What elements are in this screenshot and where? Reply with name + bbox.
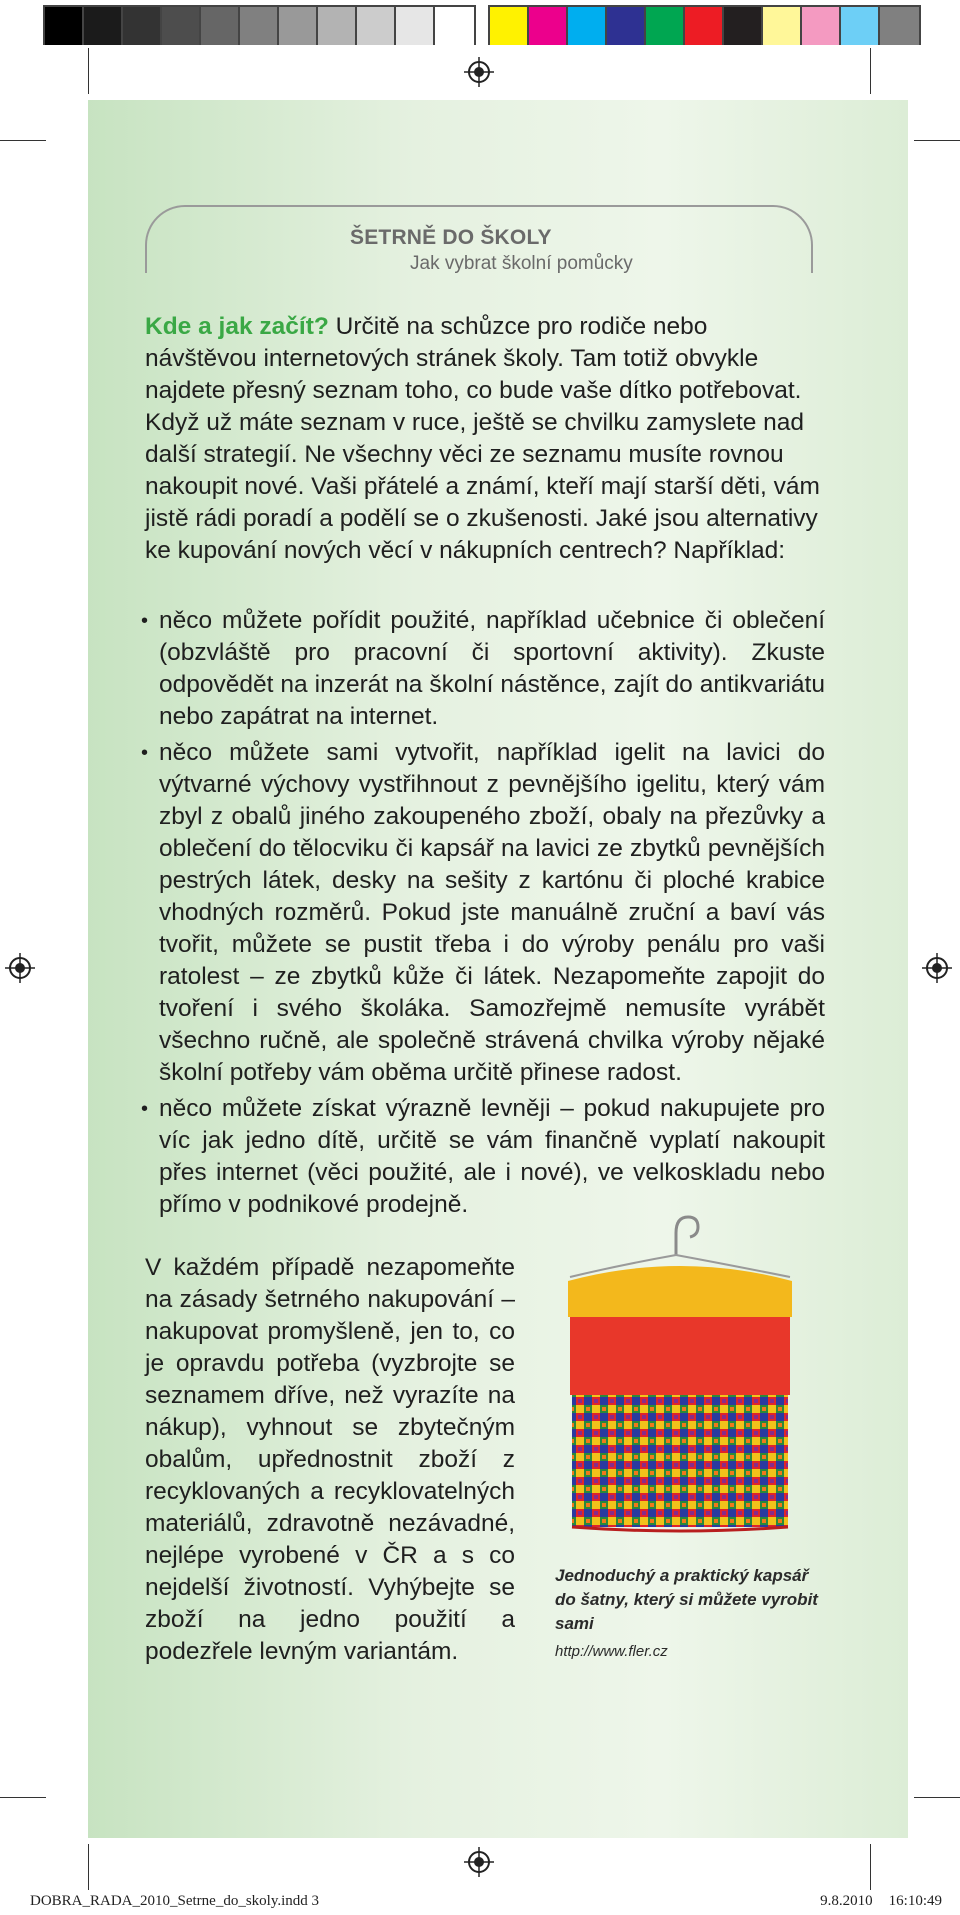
intro-body: Určitě na schůzce pro rodiče nebo návštěvou internetových stránek školy. Tam totiž obvykle najdete přesný seznam toho, co bude vaše dítko potřebovat. Když už máte seznam v ruce, ještě se chvilku zamyslete nad další strategií. Ne všechny věci ze seznamu musíte rovnou nakoupit nové. Vaši přátelé a známí, kteří mají starší děti, vám jistě rádi poradí a podělí se o zkušenosti. Jaké jsou alternativy ke kupování nových věcí v nákupních centrech? Například: — [145, 313, 820, 564]
color-swatch — [880, 7, 919, 45]
list-item: • něco můžete získat výrazně levněji – pokud nakupujete pro víc jak jedno dítě, určitě se vám finančně vyplatí nakoupit přes internet (věci použité, ale i nové), ve velkoskladu nebo přímo v podnikové prodejně. — [145, 1093, 825, 1221]
closing-paragraph: V každém případě nezapomeňte na zásady šetrného nakupování – nakupovat promyšleně, jen to, co je opravdu potřeba (vyzbrojte se seznamem dříve, než vyrazíte na nákup), vyhnout se zbytečným obalům, upřednostnit zboží z recyklovaných a recyklovatelných materiálů, zdravotně nezávadné, nejlépe vyrobené v ČR a s co nejdelší životností. Vyhýbejte se zboží na jedno použití a podezřele levným variantám. — [145, 1254, 515, 1665]
color-swatch — [123, 7, 162, 45]
page-title: ŠETRNĚ DO ŠKOLY — [350, 226, 552, 249]
pocket-organizer-image — [560, 1205, 800, 1545]
color-swatch — [201, 7, 240, 45]
color-swatch — [45, 7, 84, 45]
slug-date: 9.8.2010 — [820, 1893, 873, 1909]
registration-mark-icon — [464, 1847, 494, 1877]
color-swatch — [435, 7, 474, 45]
color-swatch — [357, 7, 396, 45]
crop-mark — [88, 1844, 89, 1890]
crop-mark — [914, 140, 960, 141]
file-name-slug: DOBRA_RADA_2010_Setrne_do_skoly.indd 3 — [30, 1893, 320, 1909]
color-swatch — [240, 7, 279, 45]
color-calibration-bar — [43, 5, 921, 45]
crop-mark — [870, 48, 871, 94]
crop-mark — [914, 1797, 960, 1798]
registration-mark-icon — [5, 953, 35, 983]
color-swatches — [488, 5, 921, 45]
registration-mark-icon — [922, 953, 952, 983]
crop-mark — [88, 48, 89, 94]
color-swatch — [802, 7, 841, 45]
tips-list — [145, 605, 825, 1225]
color-swatch — [162, 7, 201, 45]
color-swatch — [763, 7, 802, 45]
registration-mark-icon — [464, 57, 494, 87]
color-swatch — [568, 7, 607, 45]
intro-lead: Kde a jak začít? — [145, 313, 329, 340]
color-swatch — [685, 7, 724, 45]
color-swatch — [724, 7, 763, 45]
list-item: • něco můžete sami vytvořit, například igelit na lavici do výtvarné výchovy vystřihnout z pevnějšího igelitu, který vám zbyl z obalů jiného zakoupeného zboží, obaly na přezůvky a oblečení do tělocviku či kapsář na lavici ze zbytků pevnějších pestrých látek, desky na sešity z kartónu či ploché krabice vhodných rozměrů. Pokud jste manuálně zruční a baví vás tvořit, můžete se pustit třeba i do výroby penálu pro vaši ratolest – ze zbytků kůže či látek. Nezapomeňte zapojit do tvoření i svého školáka. Samozřejmě nemusíte vyrábět všechno ručně, ale společně strávená chvilka výroby nějaké školní potřeby vám oběma určitě přinese radost. — [145, 737, 825, 1089]
image-caption: Jednoduchý a praktický kapsář do šatny, který si můžete vyrobit sami — [555, 1566, 818, 1633]
intro-paragraph — [145, 311, 825, 567]
color-swatch — [490, 7, 529, 45]
timestamp-slug — [820, 1893, 942, 1910]
color-swatch — [396, 7, 435, 45]
slug-time: 16:10:49 — [888, 1893, 942, 1909]
color-swatch — [529, 7, 568, 45]
crop-mark — [870, 1844, 871, 1890]
color-swatch — [607, 7, 646, 45]
page-subtitle: Jak vybrat školní pomůcky — [410, 253, 633, 274]
color-swatch — [279, 7, 318, 45]
crop-mark — [0, 1797, 46, 1798]
list-item: • něco můžete pořídit použité, například učebnice či oblečení (obzvláště pro pracovní či sportovní aktivity). Zkuste odpovědět na inzerát na školní nástěnce, zajít do antikvariátu nebo zapátrat na internet. — [145, 605, 825, 733]
color-swatch — [84, 7, 123, 45]
color-swatch — [646, 7, 685, 45]
crop-mark — [0, 140, 46, 141]
color-swatch — [841, 7, 880, 45]
color-swatch — [318, 7, 357, 45]
grayscale-swatches — [43, 5, 476, 45]
image-source-link[interactable]: http://www.fler.cz — [555, 1643, 668, 1660]
